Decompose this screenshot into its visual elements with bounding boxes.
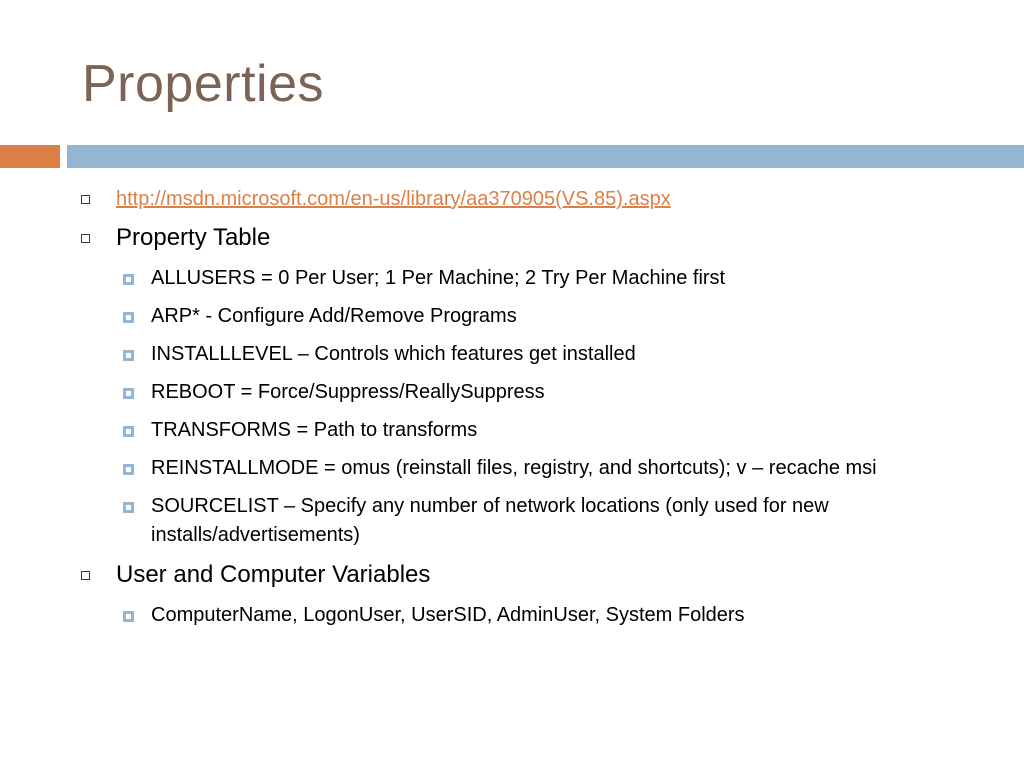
- accent-bar-blue: [67, 145, 1024, 168]
- sub-bullet-text: REINSTALLMODE = omus (reinstall files, registry, and shortcuts); v – recache msi: [151, 457, 877, 479]
- square-bullet-icon: [123, 312, 134, 323]
- bullet-property-table: [0, 222, 1024, 254]
- sub-bullet-text: ALLUSERS = 0 Per User; 1 Per Machine; 2 Try Per Machine first: [151, 267, 726, 289]
- hollow-square-bullet-icon: [81, 195, 90, 204]
- sub-bullet-text: SOURCELIST – Specify any number of network locations (only used for new installs/advertisements): [151, 495, 829, 546]
- square-bullet-icon: [123, 426, 134, 437]
- sub-bullet: [0, 601, 1024, 630]
- square-bullet-icon: [123, 350, 134, 361]
- square-bullet-icon: [123, 274, 134, 285]
- sub-bullet: [0, 492, 1024, 550]
- sub-bullet: [0, 340, 1024, 369]
- section-heading: User and Computer Variables: [116, 561, 431, 588]
- square-bullet-icon: [123, 464, 134, 475]
- bullet-link: [0, 184, 1024, 214]
- msdn-link[interactable]: http://msdn.microsoft.com/en-us/library/aa370905(VS.85).aspx: [116, 188, 671, 210]
- section-heading: Property Table: [116, 224, 271, 251]
- sub-bullet: [0, 416, 1024, 445]
- sub-bullet: [0, 454, 1024, 483]
- slide-body: [0, 184, 1024, 639]
- sub-bullet-text: TRANSFORMS = Path to transforms: [151, 419, 478, 441]
- square-bullet-icon: [123, 502, 134, 513]
- sub-bullet-text: REBOOT = Force/Suppress/ReallySuppress: [151, 381, 545, 403]
- sub-bullet: [0, 264, 1024, 293]
- bullet-user-computer-variables: [0, 559, 1024, 591]
- slide-title: Properties: [82, 55, 324, 113]
- square-bullet-icon: [123, 388, 134, 399]
- hollow-square-bullet-icon: [81, 571, 90, 580]
- square-bullet-icon: [123, 611, 134, 622]
- sub-bullet-text: ARP* - Configure Add/Remove Programs: [151, 305, 517, 327]
- accent-bar-orange: [0, 145, 60, 168]
- hollow-square-bullet-icon: [81, 234, 90, 243]
- sub-bullet-text: ComputerName, LogonUser, UserSID, AdminUser, System Folders: [151, 604, 745, 626]
- sub-bullet-text: INSTALLLEVEL – Controls which features get installed: [151, 343, 636, 365]
- sub-bullet: [0, 378, 1024, 407]
- sub-bullet: [0, 302, 1024, 331]
